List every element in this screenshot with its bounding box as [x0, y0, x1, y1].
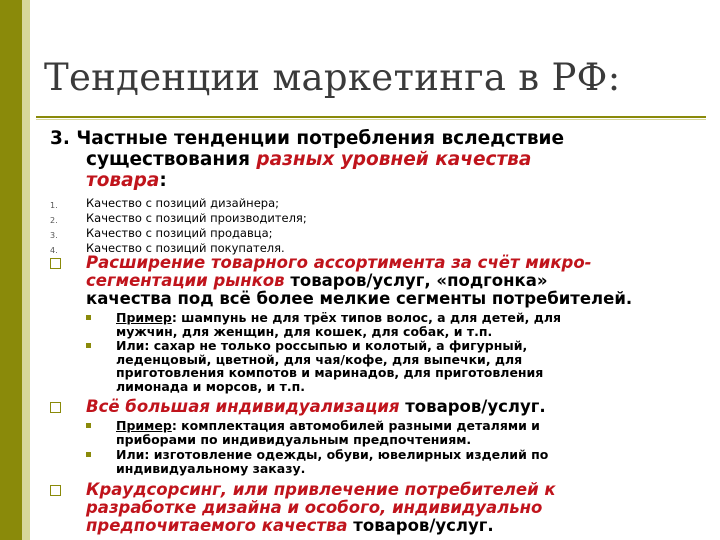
bullet-crowdsourcing: Краудсорсинг, или привлечение потребителей к разработке дизайна и особого, индивидуально предпочитаемого качества товаров/услуг. [50, 481, 700, 537]
bullet-individualization: Всё большая индивидуализация товаров/услуг. [50, 398, 700, 418]
slide-title: Тенденции маркетинга в РФ: [44, 56, 621, 99]
sub-bullet-example-sugar: Или: сахар не только россыпью и колотый, а фигурный, леденцовый, цветной, для чая/кофе, для выпечки, для приготовления компотов и маринадов, для приготовления лимонада и морсов, и т.п. [86, 339, 700, 395]
left-accent-stripe [22, 0, 30, 540]
sub-bullet-example-cars: Пример: комплектация автомобилей разными деталями и приборами по индивидуальным предпочтениям. [86, 419, 700, 447]
left-accent-band [0, 0, 22, 540]
bullet-assortment: Расширение товарного ассортимента за счёт микро- сегментации рынков товаров/услуг, «подгонка» качества под всё более мелкие сегменты потребителей. [50, 254, 700, 310]
section-heading [50, 128, 700, 191]
square-bullet-icon [50, 258, 61, 269]
heading-line2: существования разных уровней качества [86, 149, 532, 170]
sub-bullet-example-clothing: Или: изготовление одежды, обуви, ювелирных изделий по индивидуальному заказу. [86, 448, 700, 476]
small-square-bullet-icon [86, 315, 91, 320]
square-bullet-icon [50, 485, 61, 496]
heading-line3: товара: [86, 170, 167, 191]
title-divider-light [36, 119, 706, 120]
small-square-bullet-icon [86, 343, 91, 348]
small-square-bullet-icon [86, 452, 91, 457]
title-divider [36, 116, 706, 118]
small-square-bullet-icon [86, 423, 91, 428]
sub-bullet-example-shampoo: Пример: шампунь не для трёх типов волос, а для детей, для мужчин, для женщин, для кошек, для собак, и т.п. [86, 311, 700, 339]
square-bullet-icon [50, 402, 61, 413]
heading-line1: 3. Частные тенденции потребления вследствие [50, 128, 565, 149]
